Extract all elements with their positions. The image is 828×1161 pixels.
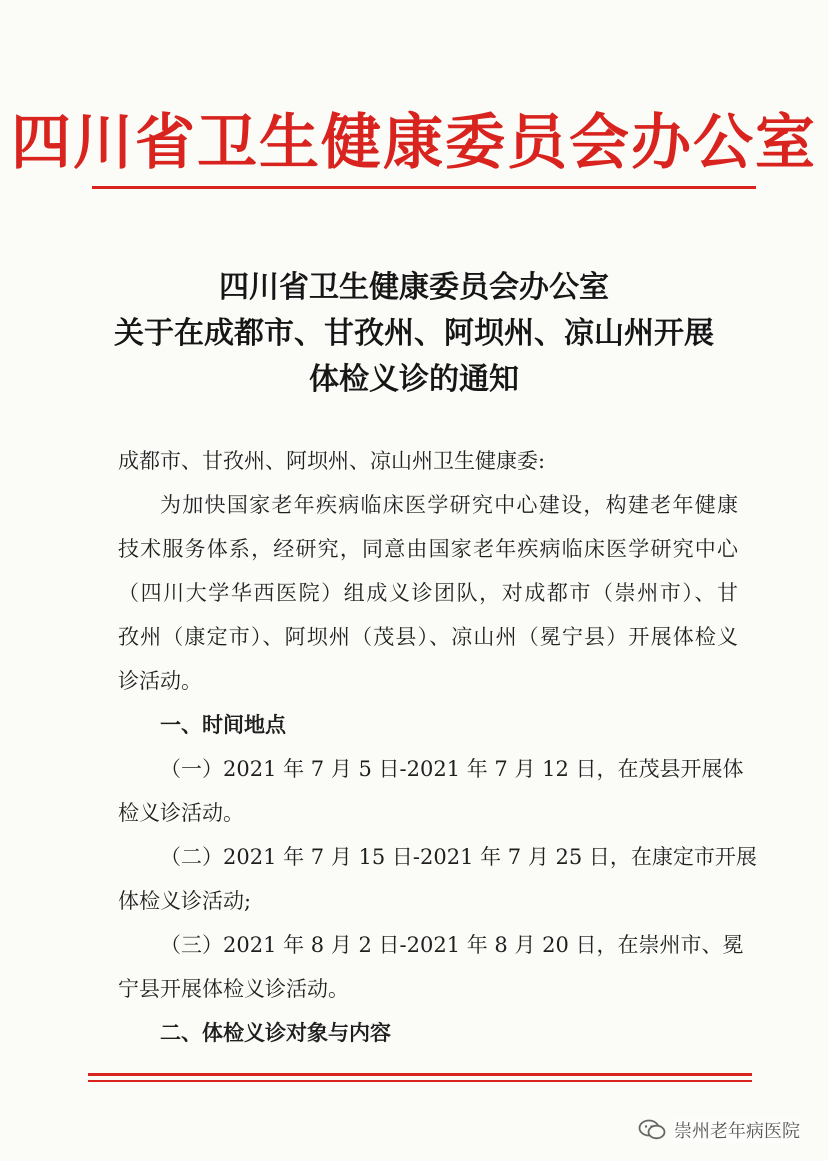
notice-title-line-3: 体检义诊的通知: [309, 362, 519, 397]
notice-title-line-1: 四川省卫生健康委员会办公室: [219, 270, 609, 305]
section-heading-time-place: 一、时间地点: [160, 713, 286, 737]
item-1-line-1: （一）2021 年 7 月 5 日-2021 年 7 月 12 日，在茂县开展体: [160, 757, 744, 781]
item-3-line-2: 宁县开展体检义诊活动。: [118, 977, 349, 1001]
footer-red-rule-thick: [88, 1073, 752, 1076]
item-2-line-1: （二）2021 年 7 月 15 日-2021 年 7 月 25 日，在康定市开展: [160, 845, 757, 869]
item-2-line-2: 体检义诊活动;: [118, 889, 252, 913]
footer-red-rule-thin: [88, 1080, 752, 1082]
intro-line-1: 为加快国家老年疾病临床医学研究中心建设，构建老年健康: [160, 493, 738, 517]
item-3-line-1: （三）2021 年 8 月 2 日-2021 年 8 月 20 日，在崇州市、冕: [160, 933, 744, 957]
watermark-text: 崇州老年病医院: [674, 1117, 800, 1143]
masthead-red-rule: [92, 186, 756, 189]
intro-line-3: （四川大学华西医院）组成义诊团队，对成都市（崇州市）、甘: [118, 581, 738, 605]
intro-line-5: 诊活动。: [118, 669, 202, 693]
wechat-icon: [638, 1119, 666, 1141]
intro-line-4: 孜州（康定市）、阿坝州（茂县）、凉山州（冕宁县）开展体检义: [118, 625, 738, 649]
intro-line-2: 技术服务体系，经研究，同意由国家老年疾病临床医学研究中心: [118, 537, 738, 561]
salutation: 成都市、甘孜州、阿坝州、凉山州卫生健康委:: [118, 449, 546, 473]
section-heading-targets-content: 二、体检义诊对象与内容: [160, 1021, 391, 1045]
item-1-line-2: 检义诊活动。: [118, 801, 244, 825]
wechat-watermark: [638, 1117, 800, 1143]
masthead-title: 四川省卫生健康委员会办公室: [11, 108, 817, 178]
notice-title-line-2: 关于在成都市、甘孜州、阿坝州、凉山州开展: [114, 316, 714, 351]
notice-title: [0, 265, 828, 403]
